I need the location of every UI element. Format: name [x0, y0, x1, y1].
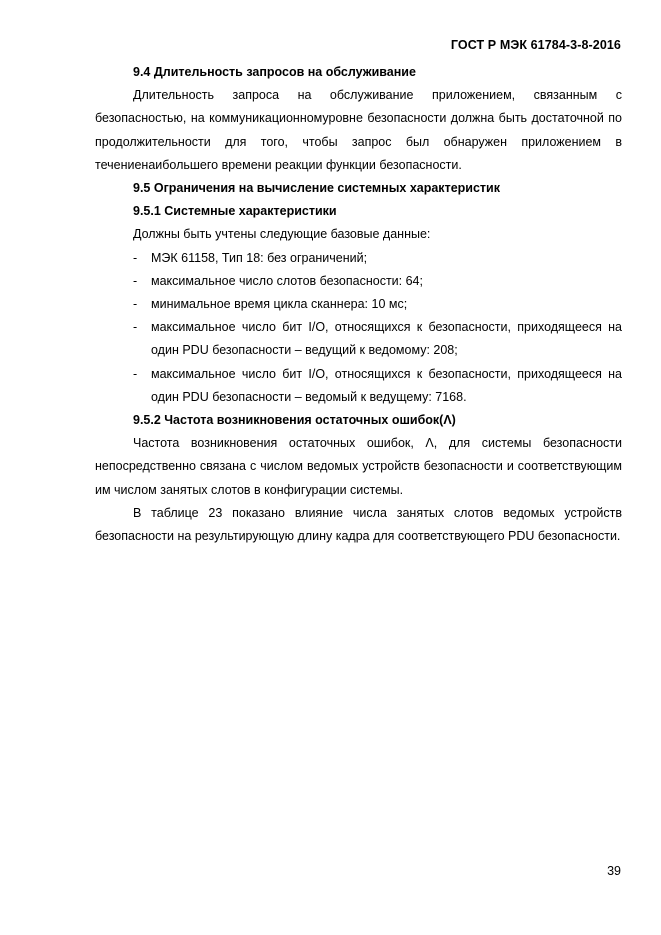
list-dash: -	[133, 320, 138, 335]
list-item-text: МЭК 61158, Тип 18: без ограничений;	[151, 250, 368, 265]
heading-9-5-1: 9.5.1 Системные характеристики	[133, 204, 337, 219]
list-item-text: максимальное число бит I/O, относящихся к безопасности, приходящееся на один PDU безопасности – ведомый к ведущему: 7168.	[151, 366, 622, 404]
list-item-text: максимальное число слотов безопасности: 64;	[151, 273, 423, 288]
page-content	[95, 61, 622, 548]
heading-9-4: 9.4 Длительность запросов на обслуживание	[133, 65, 416, 79]
paragraph-9-5-2-second: В таблице 23 показано влияние числа занятых слотов ведомых устройств безопасности на результирующую длину кадра для соответствующего PDU безопасности.	[95, 505, 622, 544]
baseline-data-list	[95, 247, 622, 409]
page-number: 39	[607, 864, 621, 878]
list-item	[95, 363, 622, 409]
list-item	[95, 316, 622, 362]
paragraph-9-5-2-first: Частота возникновения остаточных ошибок, Λ, для системы безопасности непосредственно связана с числом ведомых устройств безопасности и соответствующим им числом занятых слотов в конфигурации системы.	[95, 436, 622, 497]
paragraph-9-4: Длительность запроса на обслуживание приложением, связанным с безопасностью, на коммуникационномуровне безопасности должна быть достаточной по продолжительности для того, чтобы запрос был обнаружен приложением в течениенаибольшего времени реакции функции безопасности.	[95, 88, 622, 172]
list-dash: -	[133, 366, 138, 381]
list-item	[95, 270, 622, 293]
list-item-text: максимальное число бит I/O, относящихся к безопасности, приходящееся на один PDU безопасности – ведущий к ведомому: 208;	[151, 320, 622, 358]
paragraph-9-5-1-intro: Должны быть учтены следующие базовые данные:	[133, 227, 431, 242]
heading-9-5: 9.5 Ограничения на вычисление системных характеристик	[133, 181, 500, 196]
page-header-standard: ГОСТ Р МЭК 61784-3-8-2016	[450, 38, 621, 52]
list-dash: -	[133, 297, 138, 312]
list-dash: -	[133, 250, 138, 265]
list-item	[95, 293, 622, 316]
list-dash: -	[133, 273, 138, 288]
heading-9-5-2: 9.5.2 Частота возникновения остаточных ошибок(Λ)	[133, 413, 456, 428]
list-item	[95, 247, 622, 270]
list-item-text: минимальное время цикла сканнера: 10 мс;	[151, 297, 408, 312]
